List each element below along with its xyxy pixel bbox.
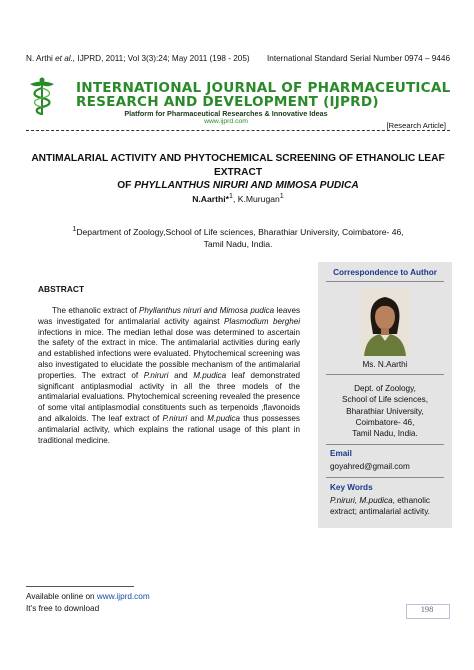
author-separator: , <box>232 193 238 204</box>
paper-title <box>26 152 450 193</box>
journal-website: www.ijprd.com <box>204 118 248 125</box>
affiliation <box>60 223 416 251</box>
address-line: School of Life sciences, <box>341 395 429 405</box>
citation-details: IJPRD, 2011; Vol 3(3):24; May 2011 (198 - 205) <box>75 54 250 63</box>
abstract-heading: ABSTRACT <box>38 284 85 294</box>
address-line: Dept. of Zoology, <box>354 384 416 393</box>
abstract-species: P.niruri <box>143 370 169 380</box>
abstract-species: M.pudica <box>207 413 240 423</box>
correspondence-address <box>318 383 452 439</box>
footer-free-download: It’s free to download <box>26 604 100 613</box>
journal-title-line1: INTERNATIONAL JOURNAL OF PHARMACEUTICAL <box>76 80 451 96</box>
keywords-list <box>330 495 448 517</box>
abstract-species: Plasmodium berghei <box>224 316 301 326</box>
author-primary-affil: 1 <box>228 192 233 200</box>
keywords-species: P.niruri, M.pudica <box>330 496 393 505</box>
citation-line <box>26 54 450 63</box>
abstract-text: and <box>187 413 208 423</box>
abstract-species: P.niruri <box>162 413 188 423</box>
journal-title-line2: RESEARCH AND DEVELOPMENT (IJPRD) <box>76 94 379 110</box>
sidebar-divider <box>326 477 444 478</box>
abstract-body <box>38 306 300 446</box>
correspondence-heading: Correspondence to Author <box>333 268 437 277</box>
caduceus-logo-icon <box>28 76 56 116</box>
address-line: Tamil Nadu, India. <box>352 429 418 439</box>
affiliation-line2: Tamil Nadu, India. <box>203 239 273 250</box>
abstract-text: infections in mice. The median lethal dose was determined to ascertain the safety of the extract in mice. The antimalarial activities during early and established infections were evaluated. Phytochemical screening was also investigated to elucidate the possible mechanism of the antimalarial properties. The extract of <box>38 327 300 380</box>
abstract-text: The ethanolic extract of <box>52 306 140 315</box>
abstract-text: and <box>168 370 194 380</box>
abstract-text: thus possesses antimalarial activity, which explains the rational usage of this plant in traditional medicine. <box>38 413 300 445</box>
paper-title-species: PHYLLANTHUS NIRURI AND MIMOSA PUDICA <box>134 180 359 191</box>
sidebar-divider <box>326 281 444 282</box>
affiliation-marker: 1 <box>72 225 77 233</box>
affiliation-text: Department of Zoology,School of Life sciences, Bharathiar University, Coimbatore- 46, <box>76 226 404 237</box>
address-line: Coimbatore- 46, <box>355 417 415 427</box>
email-address[interactable]: goyahred@gmail.com <box>330 462 410 471</box>
footer-available-online <box>26 592 150 601</box>
sidebar-divider <box>326 374 444 375</box>
citation-author: N. Arthi <box>26 54 56 63</box>
abstract-text: leaf demonstrated significant antiplasmodial activity in all the three models of the antimalarial evaluations. Phytochemical screening revealed the presence of some vital antiplasmodial constituents such as terpenoids ,flavonoids and alkaloids. The leaf extract of <box>38 370 300 423</box>
sidebar-divider <box>326 444 444 445</box>
affiliation-line1 <box>60 223 416 238</box>
paper-title-line1: ANTIMALARIAL ACTIVITY AND PHYTOCHEMICAL SCREENING OF ETHANOLIC LEAF EXTRACT <box>31 153 445 178</box>
page-number: 198 <box>420 605 434 614</box>
author-list <box>26 192 450 204</box>
author-secondary-affil: 1 <box>279 192 284 200</box>
abstract-text: leaves was investigated for antimalarial activity against <box>38 306 300 326</box>
keywords-rest: , ethanolic extract; antimalarial activity. <box>330 496 430 516</box>
footer-divider <box>26 586 134 587</box>
journal-title <box>76 81 456 109</box>
abstract-paragraph <box>38 306 300 446</box>
paper-title-line2 <box>26 179 450 193</box>
abstract-species: Phyllanthus niruri and Mimosa pudica <box>139 306 275 315</box>
author-photo <box>360 288 410 356</box>
correspondence-name: Ms. N.Aarthi <box>362 360 408 369</box>
journal-tagline: Platform for Pharmaceutical Researches & Innovative Ideas <box>124 109 328 118</box>
footer-available-prefix: Available online on <box>26 592 97 601</box>
article-type-label: [Research Article] <box>386 121 446 130</box>
keywords-label: Key Words <box>330 483 373 492</box>
email-label: Email <box>330 449 352 458</box>
header-divider <box>26 130 450 131</box>
address-line: Bharathiar University, <box>346 406 424 416</box>
paper-title-prefix: OF <box>117 180 135 191</box>
citation-etal: et al., <box>55 54 76 63</box>
author-secondary: K.Murugan <box>237 193 280 204</box>
footer-website-link[interactable]: www.ijprd.com <box>96 592 150 601</box>
issn-text: International Standard Serial Number 0974 – 9446 <box>267 54 450 63</box>
abstract-species: M.pudica <box>193 370 227 380</box>
author-primary: N.Aarthi* <box>192 193 229 204</box>
